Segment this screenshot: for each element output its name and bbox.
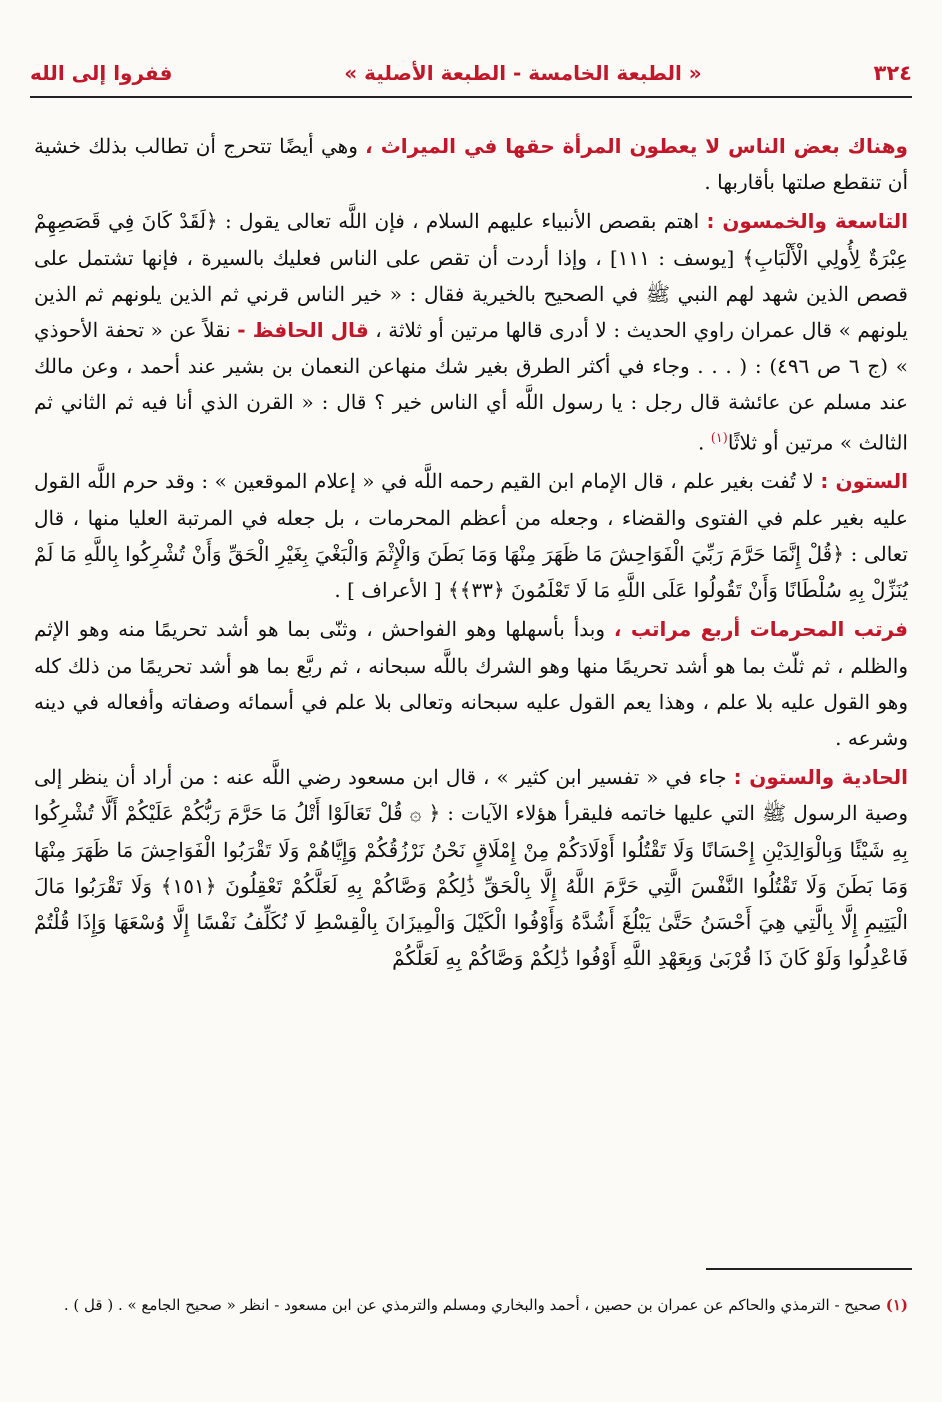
paragraph-text: وبدأ بأسهلها وهو الفواحش ، وثنّى بما هو أشد تحريمًا منه وهو الإثم والظلم ، ثم ثلّث بما هو أشد تحريمًا منها وهو الشرك باللَّه سبحانه ، ثم ربَّع بما هو أشد تحريمًا من ذلك كله وهو القول عليه بلا علم ، وهذا يعم القول عليه سبحانه وتعالى بلا علم في أسمائه وصفاته وأفعاله في دينه وشرعه . (34, 617, 908, 750)
footnote-text: صحيح - الترمذي والحاكم عن عمران بن حصين ، أحمد والبخاري ومسلم والترمذي عن ابن مسعود - انظر « صحيح الجامع » . ( قل ) . (63, 1296, 886, 1314)
footnote (34, 1292, 908, 1319)
paragraph-text: اهتم بقصص الأنبياء عليهم السلام ، فإن اللَّه تعالى يقول : ﴿لَقَدْ كَانَ فِي قَصَصِهِمْ عِبْرَةٌ لِأُولِي الْأَلْبَابِ﴾ [يوسف : ١١١] ، وإذا أردت أن تقص على الناس فعليك بالسيرة ، فإنها تشتمل على قصص الذين شهد لهم النبي ﷺ في الصحيح بالخيرية فقال : « خير الناس قرني ثم الذين يلونهم ثم الذين يلونهم » قال عمران راوي الحديث : لا أدرى قالها مرتين أو ثلاثة ، (34, 209, 908, 343)
paragraph-inheritance (34, 128, 908, 200)
paragraph-lead: الحادية والستون : (733, 765, 908, 790)
paragraph-sixty-first (34, 759, 908, 976)
book-title: ففروا إلى الله (30, 61, 173, 85)
paragraph-sixtieth (34, 463, 908, 608)
paragraph-text: وهي أيضًا تتحرج أن تطالب بذلك خشية أن تنقطع صلتها بأقاربها . (34, 134, 908, 195)
paragraph-lead: التاسعة والخمسون : (706, 209, 908, 234)
page-header (30, 58, 912, 88)
footnote-number: (١) (885, 1296, 908, 1314)
paragraph-text: . (698, 430, 711, 455)
paragraph-lead: وهناك بعض الناس لا يعطون المرأة حقها في الميراث ، (365, 134, 908, 158)
body-text (34, 128, 908, 979)
paragraph-lead: الستون : (820, 469, 909, 494)
paragraph-ranks (34, 611, 908, 756)
page-number: ٣٢٤ (873, 61, 912, 85)
header-rule (30, 96, 912, 98)
paragraph-lead: فرتب المحرمات أربع مراتب ، (613, 617, 908, 642)
paragraph-fifty-ninth (34, 203, 908, 460)
paragraph-text: لا تُفت بغير علم ، قال الإمام ابن القيم رحمه اللَّه في « إعلام الموقعين » : وقد حرم اللَّه القول عليه بغير علم في الفتوى والقضاء ، وجعله من أعظم المحرمات ، بل جعله في المرتبة العليا منها ، قال تعالى : ﴿قُلْ إِنَّمَا حَرَّمَ رَبِّيَ الْفَوَاحِشَ مَا ظَهَرَ مِنْهَا وَمَا بَطَنَ وَالْإِثْمَ وَالْبَغْيَ بِغَيْرِ الْحَقِّ وَأَنْ تُشْرِكُوا بِاللَّهِ مَا لَمْ يُنَزِّلْ بِهِ سُلْطَانًا وَأَنْ تَقُولُوا عَلَى اللَّهِ مَا لَا تَعْلَمُونَ ﴿٣٣﴾﴾ [ الأعراف ] . (34, 469, 908, 603)
footnote-rule (706, 1268, 912, 1270)
edition-label: « الطبعة الخامسة - الطبعة الأصلية » (344, 61, 702, 85)
paragraph-text: نقلاً عن « تحفة الأحوذي » (ج ٦ ص ٤٩٦) : ( . . . وجاء في أكثر الطرق بغير شك منهاعن النعمان بن بشير عند أحمد ، وعن مالك عند مسلم عن عائشة قال رجل : يا رسول اللَّه أي الناس خير ؟ قال : « القرن الذي أنا فيه ثم الثاني ثم الثالث » مرتين أو ثلاثًا (34, 318, 908, 455)
inline-heading: قال الحافظ - (237, 318, 369, 343)
footnote-reference[interactable]: (١) (710, 430, 728, 446)
paragraph-text: جاء في « تفسير ابن كثير » ، قال ابن مسعود رضي اللَّه عنه : من أراد أن ينظر إلى وصية الرسول ﷺ التي عليها خاتمه فليقرأ هؤلاء الآيات : ﴿ ۞ قُلْ تَعَالَوْا أَتْلُ مَا حَرَّمَ رَبُّكُمْ عَلَيْكُمْ أَلَّا تُشْرِكُوا بِهِ شَيْئًا وَبِالْوَالِدَيْنِ إِحْسَانًا وَلَا تَقْتُلُوا أَوْلَادَكُمْ مِنْ إِمْلَاقٍ نَحْنُ نَرْزُقُكُمْ وَإِيَّاهُمْ وَلَا تَقْرَبُوا الْفَوَاحِشَ مَا ظَهَرَ مِنْهَا وَمَا بَطَنَ وَلَا تَقْتُلُوا النَّفْسَ الَّتِي حَرَّمَ اللَّهُ إِلَّا بِالْحَقِّ ذَٰلِكُمْ وَصَّاكُمْ بِهِ لَعَلَّكُمْ تَعْقِلُونَ ﴿١٥١﴾ وَلَا تَقْرَبُوا مَالَ الْيَتِيمِ إِلَّا بِالَّتِي هِيَ أَحْسَنُ حَتَّىٰ يَبْلُغَ أَشُدَّهُ وَأَوْفُوا الْكَيْلَ وَالْمِيزَانَ بِالْقِسْطِ لَا نُكَلِّفُ نَفْسًا إِلَّا وُسْعَهَا وَإِذَا قُلْتُمْ فَاعْدِلُوا وَلَوْ كَانَ ذَا قُرْبَىٰ وَبِعَهْدِ اللَّهِ أَوْفُوا ذَٰلِكُمْ وَصَّاكُمْ بِهِ لَعَلَّكُمْ (34, 765, 908, 971)
